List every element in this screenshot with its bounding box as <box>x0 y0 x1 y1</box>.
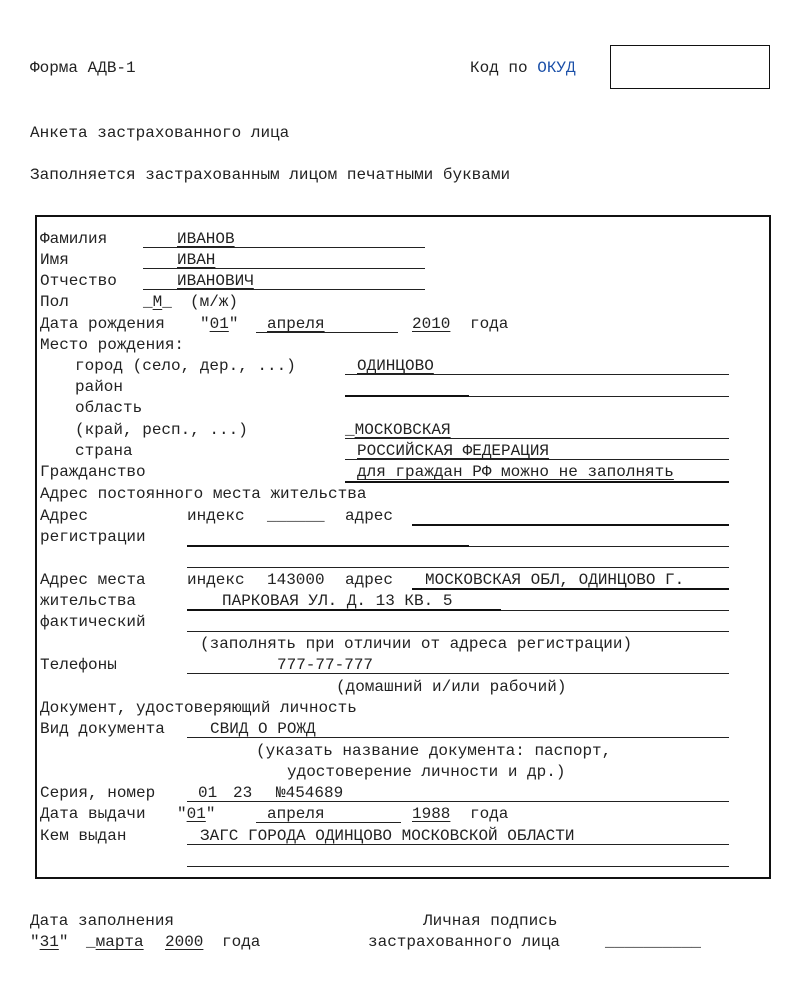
birthplace-district-line <box>469 396 729 397</box>
actual-index[interactable]: 143000 <box>267 571 325 589</box>
document-type[interactable]: СВИД О РОЖД <box>210 720 316 738</box>
reg-address-label-2: регистрации <box>40 528 146 546</box>
reg-address-label-1: Адрес <box>40 507 89 525</box>
fill-day-field[interactable]: "31" <box>30 933 69 951</box>
actual-address-line-2-bold <box>187 609 501 611</box>
birthplace-country-line <box>345 459 729 460</box>
issuer-line-1 <box>187 844 729 845</box>
issuer[interactable]: ЗАГС ГОРОДА ОДИНЦОВО МОСКОВСКОЙ ОБЛАСТИ <box>200 827 575 845</box>
series-1[interactable]: 01 <box>198 784 218 802</box>
signature-blank[interactable]: __________ <box>605 933 702 951</box>
citizenship-line <box>345 481 729 483</box>
actual-address-label: адрес <box>345 571 394 589</box>
issue-year-word: года <box>470 805 509 823</box>
fill-year-word: года <box>222 933 261 951</box>
citizenship-value[interactable]: для граждан РФ можно не заполнять <box>357 463 674 481</box>
fill-day: 31 <box>39 933 59 951</box>
surname-value[interactable]: ИВАНОВ <box>177 230 235 248</box>
sex-field[interactable]: _М_ <box>143 293 172 311</box>
patronymic-label: Отчество <box>40 272 117 290</box>
instruction-text: Заполняется застрахованным лицом печатными буквами <box>30 166 511 184</box>
reg-index-blank[interactable]: ______ <box>267 507 325 525</box>
reg-address-line-1[interactable] <box>412 524 729 526</box>
sex-value: М <box>152 293 163 311</box>
fill-month-field[interactable]: _марта <box>86 933 144 951</box>
dob-day-field[interactable]: "01" <box>200 315 239 333</box>
issue-year[interactable]: 1988 <box>412 805 451 823</box>
okud-code-box[interactable] <box>610 45 770 89</box>
actual-address-note: (заполнять при отличии от адреса регистрации) <box>200 635 633 653</box>
phones-line <box>187 673 729 674</box>
issue-month[interactable]: апреля <box>267 805 325 823</box>
citizenship-label: Гражданство <box>40 463 146 481</box>
issue-date-label: Дата выдачи <box>40 805 146 823</box>
fill-date-label: Дата заполнения <box>30 912 175 930</box>
document-type-label: Вид документа <box>40 720 165 738</box>
form-name: Форма АДВ-1 <box>30 59 136 77</box>
phones-value[interactable]: 777-77-777 <box>277 656 374 674</box>
name-line <box>143 268 425 269</box>
dob-month-line <box>256 332 398 333</box>
series-2[interactable]: 23 <box>233 784 253 802</box>
reg-address-line-3[interactable] <box>187 567 729 568</box>
reg-index-label: индекс <box>187 507 245 525</box>
birthplace-city[interactable]: ОДИНЦОВО <box>357 357 434 375</box>
actual-index-label: индекс <box>187 571 245 589</box>
actual-address-label-1: Адрес места <box>40 571 146 589</box>
okud-prefix: Код по <box>470 59 528 77</box>
signature-label-1: Личная подпись <box>423 912 558 930</box>
birthplace-country-label: страна <box>75 442 133 460</box>
fill-month: марта <box>95 933 144 951</box>
dob-day: 01 <box>209 315 229 333</box>
document-number[interactable]: №454689 <box>276 784 344 802</box>
reg-address-line-2 <box>469 546 729 547</box>
okud-label <box>470 58 576 78</box>
issuer-line-2[interactable] <box>187 866 729 867</box>
birthplace-label: Место рождения: <box>40 336 185 354</box>
birthplace-country[interactable]: РОССИЙСКАЯ ФЕДЕРАЦИЯ <box>357 442 550 460</box>
phones-label: Телефоны <box>40 656 117 674</box>
fill-year[interactable]: 2000 <box>165 933 204 951</box>
actual-address-label-3: фактический <box>40 613 146 631</box>
actual-address-line-1 <box>412 588 729 590</box>
document-type-note-2: удостоверение личности и др.) <box>287 763 566 781</box>
document-type-line <box>187 737 729 738</box>
questionnaire-title: Анкета застрахованного лица <box>30 124 290 142</box>
issue-month-line <box>256 822 401 823</box>
issue-day: 01 <box>186 805 206 823</box>
reg-address-line-2-bold[interactable] <box>187 545 469 547</box>
dob-month[interactable]: апреля <box>267 315 325 333</box>
signature-label-2: застрахованного лица <box>368 933 561 951</box>
actual-address-1[interactable]: МОСКОВСКАЯ ОБЛ, ОДИНЦОВО Г. <box>425 571 685 589</box>
birthplace-district-label: район <box>75 378 124 396</box>
birthplace-region: МОСКОВСКАЯ <box>354 421 451 439</box>
birthplace-region-label: область <box>75 399 143 417</box>
actual-address-label-2: жительства <box>40 592 137 610</box>
address-section-label: Адрес постоянного места жительства <box>40 485 367 503</box>
dob-year[interactable]: 2010 <box>412 315 451 333</box>
birthplace-region-field[interactable]: _МОСКОВСКАЯ <box>345 421 451 439</box>
birthplace-region-sub-label: (край, респ., ...) <box>75 421 248 439</box>
actual-address-2[interactable]: ПАРКОВАЯ УЛ. Д. 13 КВ. 5 <box>222 592 453 610</box>
dob-label: Дата рождения <box>40 315 165 333</box>
issue-day-field[interactable]: "01" <box>177 805 216 823</box>
surname-line <box>143 247 425 248</box>
name-label: Имя <box>40 251 69 269</box>
birthplace-city-label: город (село, дер., ...) <box>75 357 296 375</box>
phones-note: (домашний и/или рабочий) <box>336 678 567 696</box>
name-value[interactable]: ИВАН <box>177 251 216 269</box>
birthplace-region-line <box>345 438 729 439</box>
dob-year-word: года <box>470 315 509 333</box>
patronymic-line <box>143 289 425 290</box>
issuer-label: Кем выдан <box>40 827 127 845</box>
reg-address-label: адрес <box>345 507 394 525</box>
surname-label: Фамилия <box>40 230 108 248</box>
series-line <box>187 801 729 802</box>
sex-label: Пол <box>40 293 69 311</box>
series-label: Серия, номер <box>40 784 156 802</box>
patronymic-value[interactable]: ИВАНОВИЧ <box>177 272 254 290</box>
actual-address-line-3[interactable] <box>187 631 729 632</box>
birthplace-district-line-bold <box>345 395 469 397</box>
sex-hint: (м/ж) <box>190 293 239 311</box>
document-section-label: Документ, удостоверяющий личность <box>40 699 357 717</box>
okud-link[interactable]: ОКУД <box>537 59 576 77</box>
birthplace-city-line <box>345 374 729 375</box>
actual-address-line-2 <box>501 610 729 611</box>
document-type-note-1: (указать название документа: паспорт, <box>256 742 612 760</box>
